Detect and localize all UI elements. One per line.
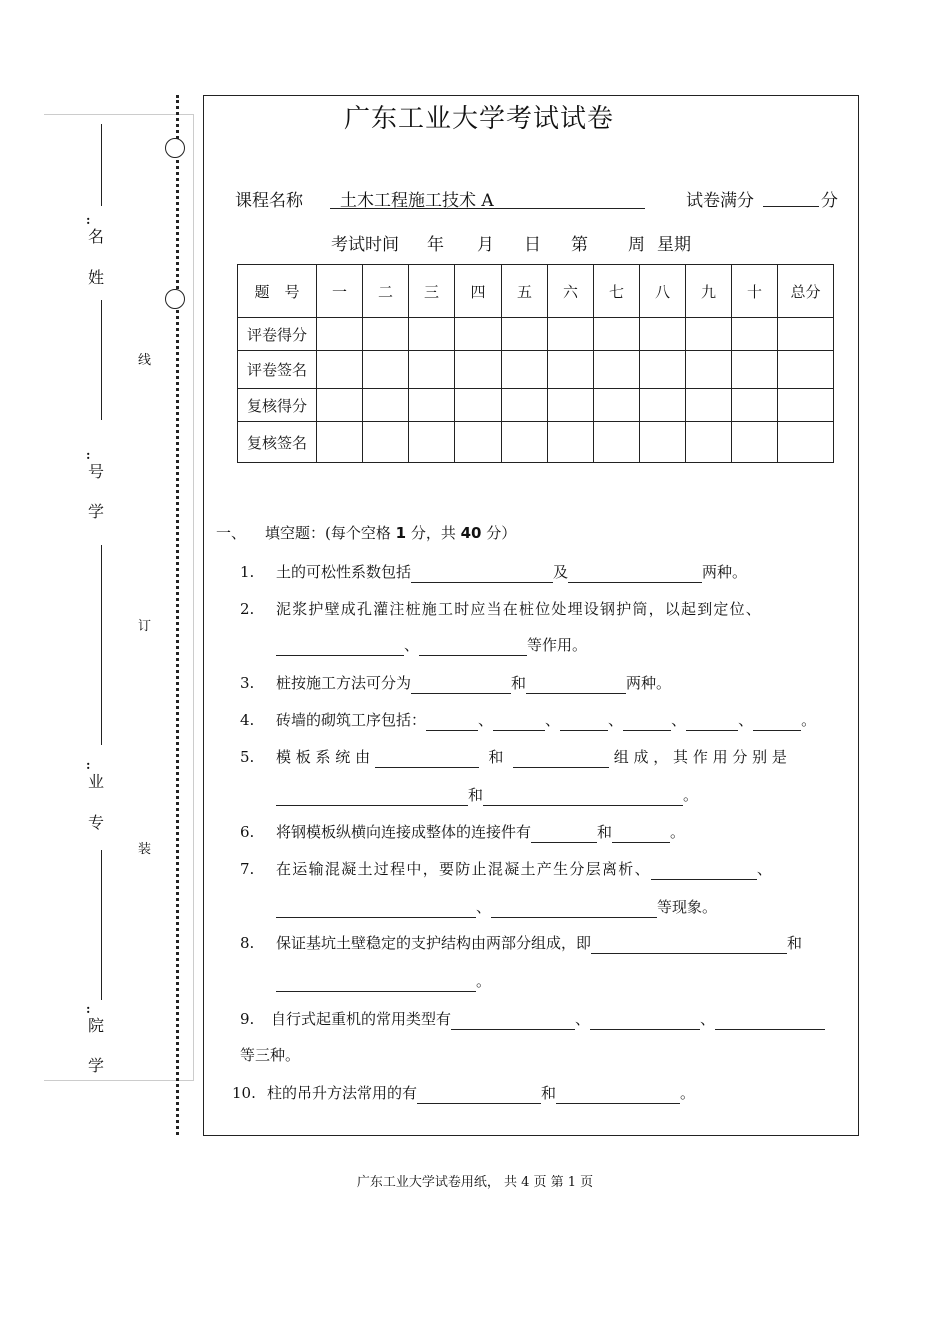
question-number: 10.	[232, 1084, 256, 1102]
binding-strip-top-border	[44, 114, 194, 115]
answer-blank	[411, 562, 553, 583]
major-label-char: 业	[87, 772, 104, 791]
question-number: 2.	[240, 600, 255, 618]
answer-blank	[426, 710, 478, 731]
answer-blank	[276, 897, 476, 918]
question-2: 泥浆护壁成孔灌注桩施工时应当在桩位处埋设钢护筒，以起到定位、	[276, 600, 763, 618]
course-name-value: 土木工程施工技术 A	[340, 191, 494, 211]
id-label-char: 号	[87, 462, 104, 481]
cut-mark-bind: 订	[138, 619, 152, 634]
score-row-label: 评卷得分	[238, 318, 317, 351]
answer-blank	[483, 785, 683, 806]
answer-blank	[417, 1083, 541, 1104]
binding-strip-right-border	[193, 114, 194, 1081]
answer-blank	[493, 710, 545, 731]
score-header-cell: 八	[640, 265, 686, 318]
answer-blank	[591, 933, 787, 954]
score-table-header-row	[238, 265, 834, 318]
score-header-cell: 六	[548, 265, 594, 318]
id-label-char: 学	[87, 502, 104, 521]
full-score-label: 试卷满分	[686, 191, 754, 211]
question-9: 自行式起重机的常用类型有 、 、	[271, 1009, 825, 1030]
score-row-label: 复核签名	[238, 422, 317, 463]
answer-blank	[686, 710, 738, 731]
answer-blank	[651, 859, 757, 880]
answer-blank	[526, 673, 626, 694]
question-2-cont: 、 等作用。	[276, 635, 587, 656]
question-1: 土的可松性系数包括 及 两种。	[276, 563, 748, 581]
exam-time-year: 年	[427, 235, 444, 255]
id-colon: :	[86, 448, 91, 462]
answer-blank	[612, 822, 670, 843]
score-table	[237, 264, 834, 463]
question-number: 5.	[240, 748, 255, 766]
exam-time-label: 考试时间	[331, 235, 399, 255]
answer-blank	[560, 710, 608, 731]
major-colon: :	[86, 758, 91, 772]
question-4: 砖墙的砌筑工序包括： 、 、 、 、 、 。	[276, 711, 817, 729]
score-table-row	[238, 422, 834, 463]
score-header-cell: 十	[732, 265, 778, 318]
question-7-cont: 、 等现象。	[276, 897, 717, 918]
college-label-char: 学	[87, 1056, 104, 1075]
name-line-top	[101, 124, 102, 206]
question-number: 8.	[240, 934, 255, 952]
section-title: 填空题：(每个空格 1 分，共 40 分）	[265, 524, 517, 542]
question-5-cont: 和 。	[276, 785, 698, 806]
cut-dotted-line	[176, 95, 179, 1135]
answer-blank	[753, 710, 801, 731]
major-label-char: 专	[87, 813, 104, 832]
answer-blank	[276, 635, 404, 656]
question-number: 3.	[240, 674, 255, 692]
answer-blank	[451, 1009, 575, 1030]
answer-blank	[276, 785, 468, 806]
score-header-cell: 五	[502, 265, 548, 318]
course-name-field	[330, 186, 645, 209]
question-number: 7.	[240, 860, 255, 878]
score-header-cell: 七	[594, 265, 640, 318]
full-score-unit: 分	[821, 191, 838, 211]
full-score-blank	[763, 186, 819, 207]
score-table-row	[238, 351, 834, 389]
answer-blank	[513, 747, 609, 768]
name-label-char: 名	[87, 227, 104, 246]
name-line-bottom	[101, 300, 102, 420]
name-colon: :	[86, 213, 91, 227]
exam-time-day: 日	[524, 235, 541, 255]
name-label-char: 姓	[87, 268, 104, 287]
binding-hole-icon	[165, 289, 185, 309]
major-line-bottom	[101, 850, 102, 1000]
answer-blank	[531, 822, 597, 843]
score-row-label: 复核得分	[238, 389, 317, 422]
exam-time-month: 月	[477, 235, 494, 255]
answer-blank	[411, 673, 511, 694]
score-header-cell: 四	[455, 265, 502, 318]
score-header-cell: 九	[686, 265, 732, 318]
page-footer: 广东工业大学试卷用纸， 共 4 页 第 1 页	[356, 1175, 594, 1190]
question-number: 9.	[240, 1010, 255, 1028]
question-3: 桩按施工方法可分为 和 两种。	[276, 674, 672, 692]
score-table-row	[238, 318, 834, 351]
answer-blank	[623, 710, 671, 731]
score-header-cell: 二	[363, 265, 409, 318]
section-number: 一、	[216, 524, 247, 542]
college-colon: :	[86, 1002, 91, 1016]
question-5: 模 板 系 统 由 和 组 成 ， 其 作 用 分 别 是	[276, 748, 787, 766]
answer-blank	[556, 1083, 680, 1104]
binding-hole-icon	[165, 138, 185, 158]
course-name-label: 课程名称	[235, 191, 303, 211]
score-header-cell: 一	[317, 265, 363, 318]
question-number: 4.	[240, 711, 255, 729]
question-8: 保证基坑土壁稳定的支护结构由两部分组成，即 和	[276, 934, 803, 952]
answer-blank	[276, 971, 476, 992]
answer-blank	[419, 635, 527, 656]
score-header-cell: 题 号	[238, 265, 317, 318]
exam-time-ordinal: 第	[571, 235, 588, 255]
question-6: 将钢模板纵横向连接成整体的连接件有 和 。	[276, 823, 686, 841]
question-9-cont: 等三种。	[240, 1046, 301, 1064]
question-10: 柱的吊升方法常用的有 和 。	[267, 1084, 696, 1102]
exam-time-weekday: 星期	[657, 235, 691, 255]
answer-blank	[568, 562, 702, 583]
score-table-row	[238, 389, 834, 422]
question-number: 1.	[240, 563, 255, 581]
answer-blank	[715, 1009, 825, 1030]
question-8-cont: 。	[276, 971, 491, 992]
answer-blank	[590, 1009, 700, 1030]
score-header-cell: 总分	[778, 265, 834, 318]
score-header-cell: 三	[409, 265, 455, 318]
id-line-bottom	[101, 545, 102, 745]
exam-time-week: 周	[628, 235, 645, 255]
question-number: 6.	[240, 823, 255, 841]
answer-blank	[375, 747, 479, 768]
question-7: 在运输混凝土过程中，要防止混凝土产生分层离析、 、	[276, 860, 772, 878]
answer-blank	[491, 897, 657, 918]
score-row-label: 评卷签名	[238, 351, 317, 389]
binding-strip-bottom-border	[44, 1080, 194, 1081]
college-label-char: 院	[87, 1016, 104, 1035]
cut-mark-line: 线	[138, 353, 152, 368]
exam-title: 广东工业大学考试试卷	[344, 104, 615, 134]
cut-mark-stitch: 装	[138, 842, 152, 857]
